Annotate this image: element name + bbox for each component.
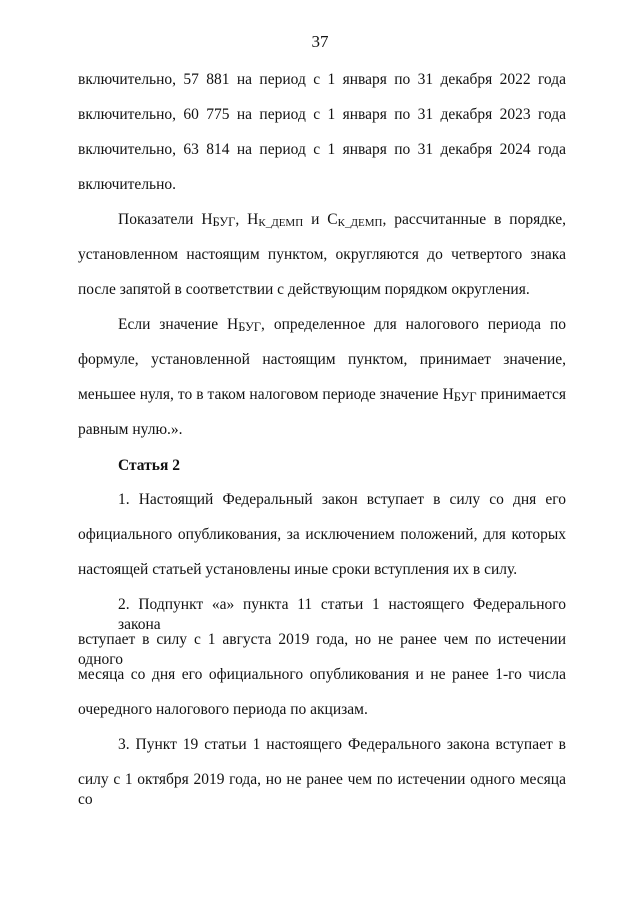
paragraph-if-line bbox=[118, 315, 566, 337]
text-line: 1. Настоящий Федеральный закон вступает в силу со дня его bbox=[118, 491, 566, 508]
subscript: К_ДЕМП bbox=[258, 217, 304, 229]
text-line: месяца со дня его официального опубликования и не ранее 1-го числа bbox=[78, 666, 566, 683]
text-line: формуле, установленной настоящим пунктом, принимает значение, bbox=[78, 351, 566, 368]
text-line: установленном настоящим пунктом, округляются до четвертого знака bbox=[78, 246, 566, 263]
text-line: 2. Подпункт «а» пункта 11 статьи 1 настоящего Федерального закона bbox=[118, 596, 566, 633]
text-span: принимается bbox=[476, 386, 566, 403]
subscript: БУГ bbox=[212, 215, 236, 229]
paragraph-indicators-line bbox=[118, 210, 566, 233]
text-line: силу с 1 октября 2019 года, но не ранее чем по истечении одного месяца со bbox=[78, 771, 566, 808]
page-number: 37 bbox=[311, 32, 329, 51]
article-title: Статья 2 bbox=[118, 457, 180, 474]
text-line bbox=[78, 385, 566, 407]
text-span: Показатели Н bbox=[118, 211, 213, 228]
text-line: 3. Пункт 19 статьи 1 настоящего Федерального закона вступает в bbox=[118, 736, 566, 753]
text-line: после запятой в соответствии с действующим порядком округления. bbox=[78, 281, 530, 298]
text-span: , определенное для налогового периода по bbox=[261, 316, 566, 333]
text-span: , Н bbox=[235, 211, 259, 228]
text-line: настоящей статьей установлены иные сроки вступления их в силу. bbox=[78, 561, 518, 578]
text-line: вступает в силу с 1 августа 2019 года, но не ранее чем по истечении одного bbox=[78, 631, 566, 668]
text-span: , рассчитанные в порядке, bbox=[382, 211, 566, 228]
text-line: очередного налогового периода по акцизам. bbox=[78, 701, 368, 718]
subscript: БУГ bbox=[238, 320, 262, 334]
text-line: равным нулю.». bbox=[78, 421, 183, 438]
subscript: К_ДЕМП bbox=[337, 217, 383, 229]
text-span: и С bbox=[303, 211, 338, 228]
text-line: включительно, 63 814 на период с 1 января по 31 декабря 2024 года bbox=[78, 141, 566, 158]
subscript: БУГ bbox=[453, 390, 477, 404]
text-line: включительно, 60 775 на период с 1 января по 31 декабря 2023 года bbox=[78, 106, 566, 123]
text-span: меньшее нуля, то в таком налоговом периоде значение Н bbox=[78, 386, 454, 403]
text-line: включительно, 57 881 на период с 1 января по 31 декабря 2022 года bbox=[78, 71, 566, 88]
text-line: официального опубликования, за исключением положений, для которых bbox=[78, 526, 566, 543]
text-line: включительно. bbox=[78, 176, 177, 193]
text-span: Если значение Н bbox=[118, 316, 239, 333]
